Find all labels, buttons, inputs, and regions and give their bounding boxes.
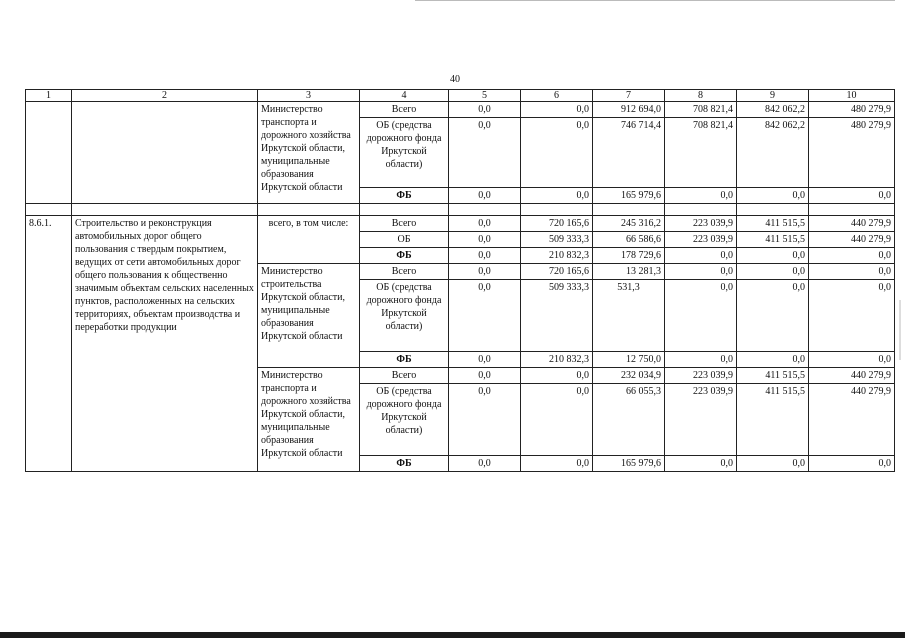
value-col6: 720 165,6 (521, 264, 593, 280)
value-col5: 0,0 (449, 352, 521, 368)
value-col10: 480 279,9 (809, 118, 895, 188)
col-header-2: 2 (72, 90, 258, 102)
table-row (26, 216, 895, 232)
funding-source: ОБ (средства дорожного фонда Иркутской области) (360, 280, 449, 352)
value-col10: 0,0 (809, 188, 895, 204)
value-col7: 912 694,0 (593, 102, 665, 118)
value-col6: 210 832,3 (521, 352, 593, 368)
value-col6: 0,0 (521, 384, 593, 456)
value-col5: 0,0 (449, 188, 521, 204)
executor-cell: Министерство транспорта и дорожного хозяйства Иркутской области, муниципальные образования Иркутской области (258, 102, 360, 204)
funding-source: Всего (360, 368, 449, 384)
spacer-cell (521, 204, 593, 216)
value-col8: 223 039,9 (665, 232, 737, 248)
value-col6: 210 832,3 (521, 248, 593, 264)
col-header-5: 5 (449, 90, 521, 102)
budget-table (25, 89, 895, 472)
value-col10: 0,0 (809, 264, 895, 280)
value-col6: 720 165,6 (521, 216, 593, 232)
spacer-cell (809, 204, 895, 216)
value-col10: 480 279,9 (809, 102, 895, 118)
value-col10: 440 279,9 (809, 232, 895, 248)
value-col5: 0,0 (449, 280, 521, 352)
funding-source: Всего (360, 264, 449, 280)
value-col8: 223 039,9 (665, 216, 737, 232)
value-col10: 440 279,9 (809, 368, 895, 384)
col-header-1: 1 (26, 90, 72, 102)
value-col6: 0,0 (521, 118, 593, 188)
item-title-empty (72, 102, 258, 204)
total-label: всего, в том числе: (258, 216, 360, 264)
value-col10: 440 279,9 (809, 384, 895, 456)
value-col5: 0,0 (449, 216, 521, 232)
value-col7: 178 729,6 (593, 248, 665, 264)
col-header-4: 4 (360, 90, 449, 102)
scan-edge-top (415, 0, 895, 4)
page-number: 40 (450, 74, 460, 85)
value-col8: 708 821,4 (665, 102, 737, 118)
scan-edge-bottom (0, 632, 905, 638)
value-col9: 0,0 (737, 352, 809, 368)
spacer-cell (665, 204, 737, 216)
value-col8: 0,0 (665, 456, 737, 472)
column-header-row (26, 90, 895, 102)
spacer-cell (258, 204, 360, 216)
funding-source: Всего (360, 102, 449, 118)
value-col9: 0,0 (737, 280, 809, 352)
executor-cell: Министерство транспорта и дорожного хозяйства Иркутской области, муниципальные образования Иркутской области (258, 368, 360, 472)
value-col9: 411 515,5 (737, 368, 809, 384)
value-col5: 0,0 (449, 384, 521, 456)
value-col8: 223 039,9 (665, 384, 737, 456)
funding-source: ОБ (средства дорожного фонда Иркутской области) (360, 118, 449, 188)
value-col8: 0,0 (665, 188, 737, 204)
value-col7: 746 714,4 (593, 118, 665, 188)
col-header-10: 10 (809, 90, 895, 102)
value-col9: 411 515,5 (737, 232, 809, 248)
value-col7: 245 316,2 (593, 216, 665, 232)
value-col6: 0,0 (521, 102, 593, 118)
item-number: 8.6.1. (26, 216, 72, 472)
value-col6: 0,0 (521, 368, 593, 384)
scan-mark-right (899, 300, 901, 360)
spacer-cell (449, 204, 521, 216)
value-col9: 0,0 (737, 248, 809, 264)
table-row (26, 102, 895, 118)
value-col8: 0,0 (665, 264, 737, 280)
value-col5: 0,0 (449, 118, 521, 188)
funding-source: ОБ (360, 232, 449, 248)
value-col6: 509 333,3 (521, 280, 593, 352)
value-col7: 232 034,9 (593, 368, 665, 384)
value-col9: 411 515,5 (737, 216, 809, 232)
spacer-cell (360, 204, 449, 216)
value-col10: 0,0 (809, 456, 895, 472)
col-header-8: 8 (665, 90, 737, 102)
spacer-cell (593, 204, 665, 216)
value-col10: 0,0 (809, 352, 895, 368)
value-col5: 0,0 (449, 248, 521, 264)
value-col10: 440 279,9 (809, 216, 895, 232)
col-header-9: 9 (737, 90, 809, 102)
executor-cell: Министерство строительства Иркутской области, муниципальные образования Иркутской области (258, 264, 360, 368)
value-col8: 0,0 (665, 352, 737, 368)
value-col10: 0,0 (809, 248, 895, 264)
col-header-7: 7 (593, 90, 665, 102)
spacer-row (26, 204, 895, 216)
spacer-cell (72, 204, 258, 216)
item-title: Строительство и реконструкция автомобильных дорог общего пользования с твердым покрытием, ведущих от сети автомобильных дорог общего пользования к общественно значимым объектам сельских населенных пунктов, расположенных на сельских территориях, объектам производства и переработки продукции (72, 216, 258, 472)
value-col7: 13 281,3 (593, 264, 665, 280)
value-col7: 66 055,3 (593, 384, 665, 456)
funding-source: ФБ (360, 352, 449, 368)
value-col7: 12 750,0 (593, 352, 665, 368)
value-col9: 0,0 (737, 456, 809, 472)
funding-source: ФБ (360, 188, 449, 204)
value-col8: 223 039,9 (665, 368, 737, 384)
value-col5: 0,0 (449, 102, 521, 118)
value-col9: 842 062,2 (737, 118, 809, 188)
spacer-cell (737, 204, 809, 216)
value-col7: 66 586,6 (593, 232, 665, 248)
value-col9: 0,0 (737, 264, 809, 280)
value-col5: 0,0 (449, 456, 521, 472)
value-col9: 0,0 (737, 188, 809, 204)
value-col7: 165 979,6 (593, 188, 665, 204)
col-header-6: 6 (521, 90, 593, 102)
funding-source: Всего (360, 216, 449, 232)
spacer-cell (26, 204, 72, 216)
value-col5: 0,0 (449, 264, 521, 280)
value-col7: 531,3 (593, 280, 665, 352)
value-col6: 0,0 (521, 188, 593, 204)
value-col8: 0,0 (665, 248, 737, 264)
value-col6: 0,0 (521, 456, 593, 472)
value-col9: 842 062,2 (737, 102, 809, 118)
item-number-empty (26, 102, 72, 204)
value-col5: 0,0 (449, 368, 521, 384)
value-col10: 0,0 (809, 280, 895, 352)
funding-source: ФБ (360, 248, 449, 264)
value-col8: 0,0 (665, 280, 737, 352)
funding-source: ФБ (360, 456, 449, 472)
col-header-3: 3 (258, 90, 360, 102)
value-col9: 411 515,5 (737, 384, 809, 456)
funding-source: ОБ (средства дорожного фонда Иркутской области) (360, 384, 449, 456)
value-col7: 165 979,6 (593, 456, 665, 472)
value-col8: 708 821,4 (665, 118, 737, 188)
value-col5: 0,0 (449, 232, 521, 248)
value-col6: 509 333,3 (521, 232, 593, 248)
